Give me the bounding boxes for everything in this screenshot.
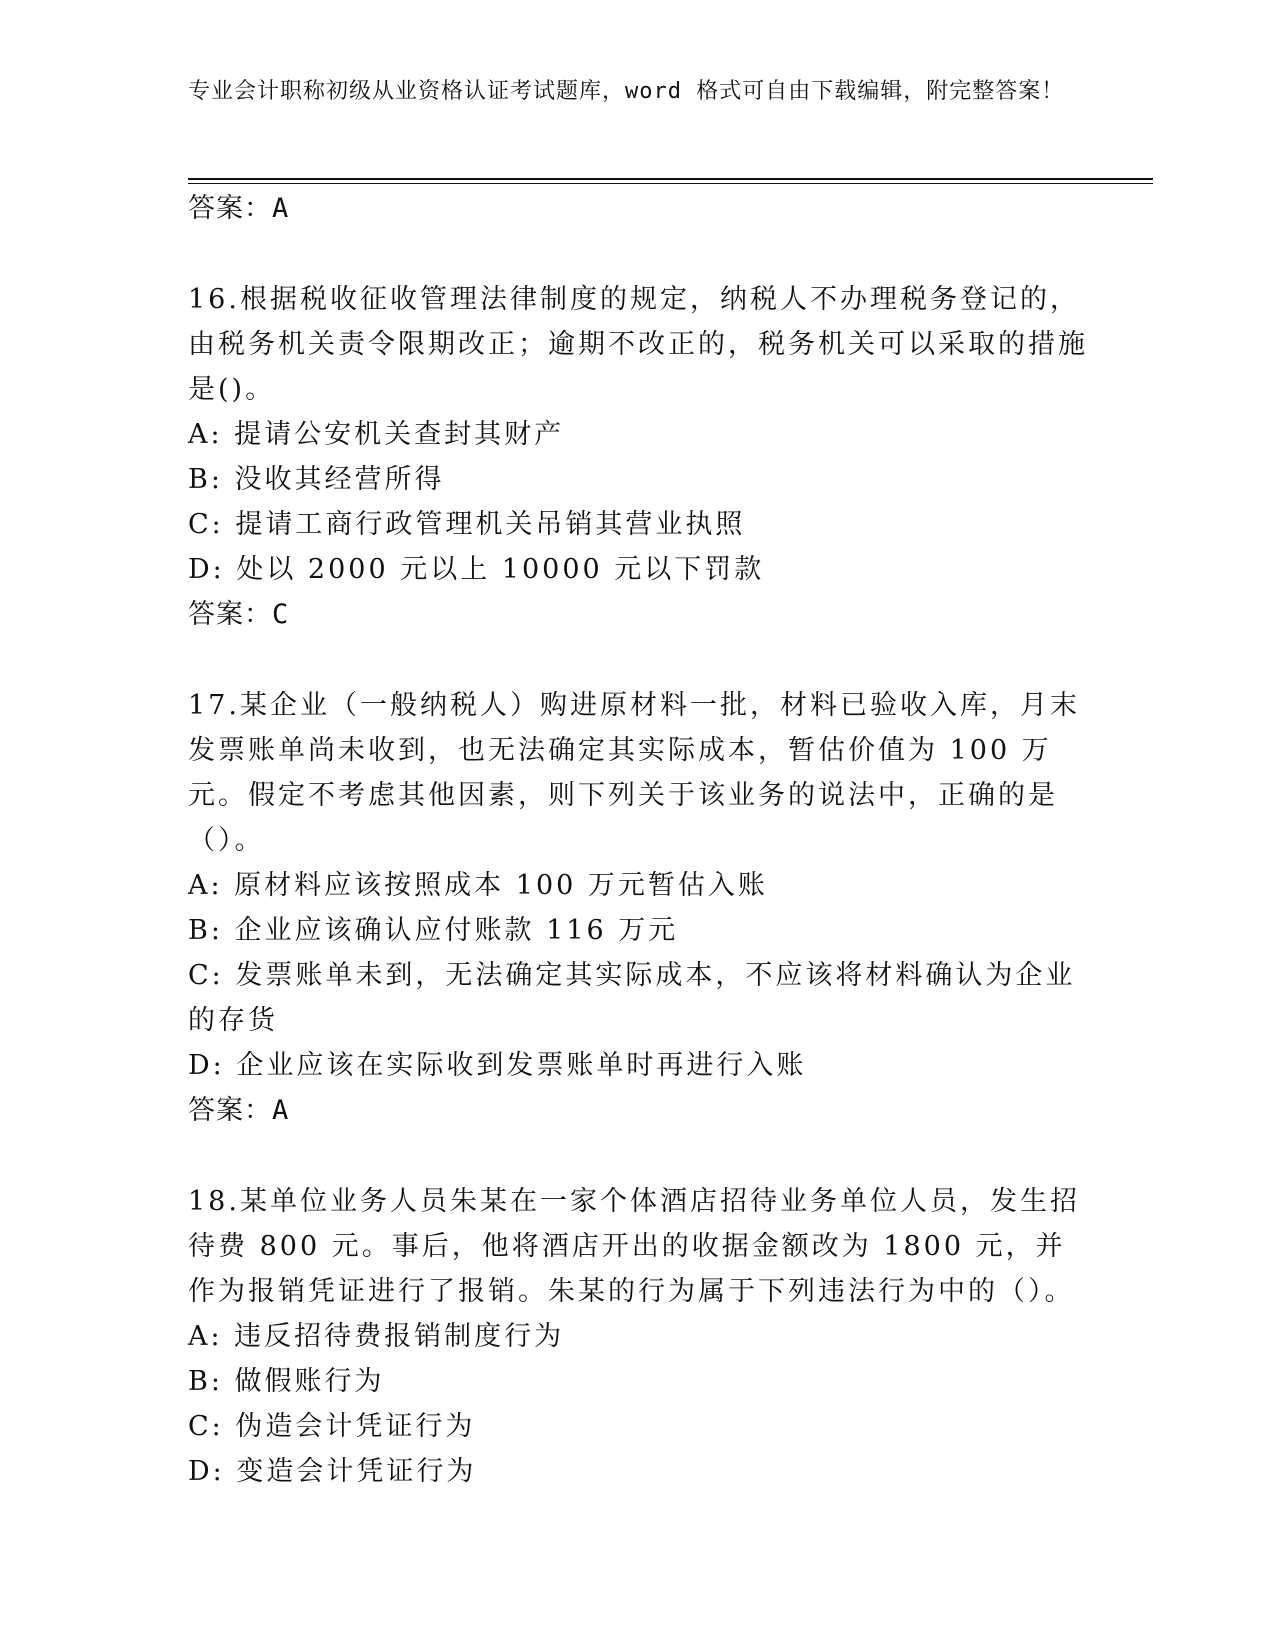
question-17: [188, 683, 1088, 1133]
option-a: A: 提请公安机关查封其财产: [188, 419, 565, 450]
option-b: B: 做假账行为: [188, 1366, 385, 1397]
question-stem: 17.某企业（一般纳税人）购进原材料一批，材料已验收入库，月末发票账单尚未收到，也无法确定其实际成本，暂估价值为 100 万元。假定不考虑其他因素，则下列关于该业务的说法中，正确的是（）。: [188, 690, 1080, 856]
spacer: [188, 637, 1088, 683]
option-c: C: 提请工商行政管理机关吊销其营业执照: [188, 509, 746, 540]
header-rule-thin: [188, 183, 1153, 184]
question-18: [188, 1179, 1088, 1494]
answer-q17: 答案：A: [188, 1095, 290, 1126]
question-16: [188, 277, 1088, 637]
option-c: C: 伪造会计凭证行为: [188, 1411, 476, 1442]
option-b: B: 没收其经营所得: [188, 464, 445, 495]
question-stem: 18.某单位业务人员朱某在一家个体酒店招待业务单位人员，发生招待费 800 元。事后，他将酒店开出的收据金额改为 1800 元，并作为报销凭证进行了报销。朱某的行为属于下列违法行为中的（）。: [188, 1186, 1080, 1307]
option-a: A: 原材料应该按照成本 100 万元暂估入账: [188, 870, 768, 901]
page-header: 专业会计职称初级从业资格认证考试题库，word 格式可自由下载编辑，附完整答案！: [188, 79, 1065, 104]
header-rule-thick: [188, 178, 1153, 180]
option-c: C: 发票账单未到，无法确定其实际成本，不应该将材料确认为企业的存货: [188, 960, 1076, 1036]
answer-q16: 答案：C: [188, 599, 290, 630]
option-d: D: 处以 2000 元以上 10000 元以下罚款: [188, 554, 765, 585]
option-d: D: 变造会计凭证行为: [188, 1456, 477, 1487]
spacer: [188, 1133, 1088, 1179]
option-b: B: 企业应该确认应付账款 116 万元: [188, 915, 679, 946]
document-body: [188, 186, 1088, 1494]
option-d: D: 企业应该在实际收到发票账单时再进行入账: [188, 1050, 807, 1081]
spacer: [188, 231, 1088, 277]
answer-q15: 答案：A: [188, 193, 290, 224]
option-a: A: 违反招待费报销制度行为: [188, 1321, 565, 1352]
question-stem: 16.根据税收征收管理法律制度的规定，纳税人不办理税务登记的，由税务机关责令限期改正；逾期不改正的，税务机关可以采取的措施是()。: [188, 284, 1088, 405]
